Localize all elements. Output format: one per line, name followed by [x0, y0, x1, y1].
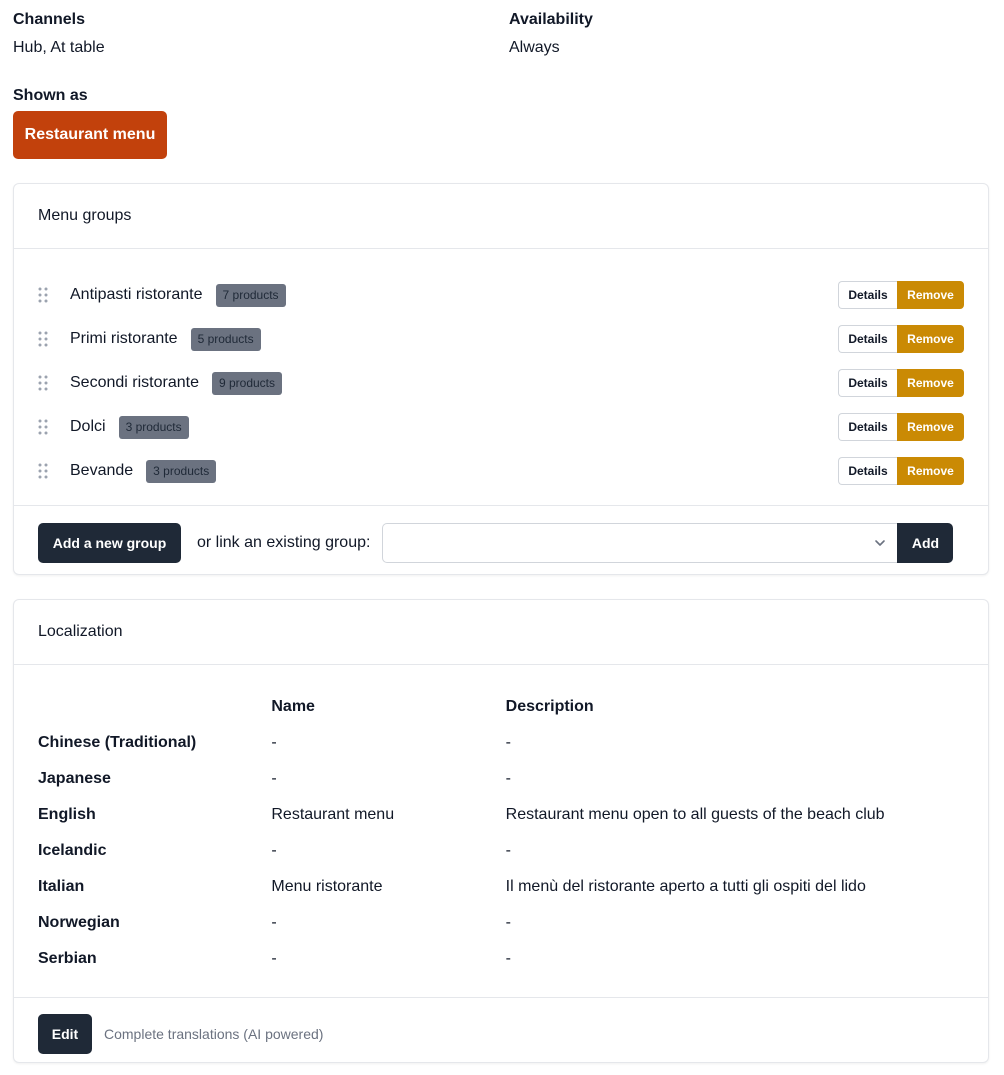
- shown-as-button[interactable]: Restaurant menu: [13, 111, 167, 159]
- menu-groups-list: [14, 249, 988, 506]
- product-count-badge: 3 products: [146, 460, 216, 483]
- menu-group-actions: [838, 413, 964, 441]
- shown-as-label: Shown as: [13, 87, 88, 104]
- localization-table: [38, 689, 964, 977]
- localization-language: Serbian: [38, 950, 97, 967]
- menu-group-actions: [838, 325, 964, 353]
- localization-language: Italian: [38, 878, 85, 895]
- details-button[interactable]: Details: [838, 369, 897, 397]
- menu-group-row: [38, 405, 964, 449]
- localization-row: [38, 725, 964, 761]
- menu-group-row: [38, 273, 964, 317]
- localization-description: Il menù del ristorante aperto a tutti gli ospiti del lido: [505, 878, 866, 895]
- localization-header-row: [38, 689, 964, 725]
- add-new-group-button[interactable]: Add a new group: [38, 523, 181, 563]
- menu-group-actions: [838, 281, 964, 309]
- header-description: Description: [505, 698, 594, 715]
- menu-group-name: Secondi ristorante: [70, 374, 199, 391]
- remove-button[interactable]: Remove: [897, 369, 964, 397]
- add-existing-group-button[interactable]: Add: [897, 523, 953, 563]
- localization-description: -: [505, 734, 511, 751]
- localization-name: Menu ristorante: [271, 878, 383, 895]
- menu-group-name: Bevande: [70, 462, 134, 479]
- menu-group-actions: [838, 369, 964, 397]
- menu-groups-footer: [14, 506, 988, 579]
- menu-groups-card: [13, 183, 989, 575]
- localization-description: Restaurant menu open to all guests of the beach club: [505, 806, 885, 823]
- localization-language: Icelandic: [38, 842, 107, 859]
- remove-button[interactable]: Remove: [897, 457, 964, 485]
- localization-row: [38, 797, 964, 833]
- drag-handle-icon[interactable]: [38, 283, 62, 307]
- channels-value: Hub, At table: [13, 39, 105, 56]
- localization-row: [38, 941, 964, 977]
- product-count-badge: 5 products: [191, 328, 261, 351]
- localization-table-wrapper: [14, 665, 988, 998]
- shown-as-section: [13, 86, 88, 106]
- details-button[interactable]: Details: [838, 457, 897, 485]
- details-button[interactable]: Details: [838, 325, 897, 353]
- header-language: [38, 689, 271, 725]
- drag-handle-icon[interactable]: [38, 415, 62, 439]
- link-existing-label: or link an existing group:: [197, 533, 371, 551]
- localization-title: Localization: [14, 600, 988, 665]
- product-count-badge: 7 products: [216, 284, 286, 307]
- localization-row: [38, 869, 964, 905]
- localization-row: [38, 905, 964, 941]
- localization-language: Norwegian: [38, 914, 120, 931]
- availability-value: Always: [509, 39, 560, 56]
- localization-name: -: [271, 842, 277, 859]
- localization-language: Japanese: [38, 770, 111, 787]
- remove-button[interactable]: Remove: [897, 413, 964, 441]
- remove-button[interactable]: Remove: [897, 281, 964, 309]
- localization-description: -: [505, 950, 511, 967]
- localization-name: -: [271, 950, 277, 967]
- existing-group-select-wrapper: [382, 523, 897, 563]
- availability-section: [509, 10, 593, 58]
- remove-button[interactable]: Remove: [897, 325, 964, 353]
- complete-translations-ai-link[interactable]: Complete translations (AI powered): [104, 1026, 324, 1042]
- menu-group-row: [38, 449, 964, 493]
- drag-handle-icon[interactable]: [38, 371, 62, 395]
- details-button[interactable]: Details: [838, 413, 897, 441]
- localization-name: -: [271, 734, 277, 751]
- header-name: Name: [271, 698, 315, 715]
- channels-label: Channels: [13, 11, 86, 28]
- localization-name: Restaurant menu: [271, 806, 395, 823]
- localization-name: -: [271, 770, 277, 787]
- localization-description: -: [505, 842, 511, 859]
- product-count-badge: 9 products: [212, 372, 282, 395]
- menu-group-actions: [838, 457, 964, 485]
- localization-card: [13, 599, 989, 1063]
- drag-handle-icon[interactable]: [38, 327, 62, 351]
- localization-language: Chinese (Traditional): [38, 734, 197, 751]
- localization-footer: [14, 998, 988, 1070]
- edit-translations-button[interactable]: Edit: [38, 1014, 92, 1054]
- menu-group-name: Dolci: [70, 418, 106, 435]
- menu-group-name: Primi ristorante: [70, 330, 178, 347]
- availability-label: Availability: [509, 11, 593, 28]
- existing-group-select[interactable]: [382, 523, 897, 563]
- localization-row: [38, 761, 964, 797]
- menu-groups-title: Menu groups: [14, 184, 988, 249]
- details-button[interactable]: Details: [838, 281, 897, 309]
- menu-group-name: Antipasti ristorante: [70, 286, 203, 303]
- menu-group-row: [38, 317, 964, 361]
- localization-description: -: [505, 914, 511, 931]
- drag-handle-icon[interactable]: [38, 459, 62, 483]
- localization-name: -: [271, 914, 277, 931]
- localization-language: English: [38, 806, 96, 823]
- channels-section: [13, 10, 105, 58]
- localization-row: [38, 833, 964, 869]
- product-count-badge: 3 products: [119, 416, 189, 439]
- menu-group-row: [38, 361, 964, 405]
- localization-description: -: [505, 770, 511, 787]
